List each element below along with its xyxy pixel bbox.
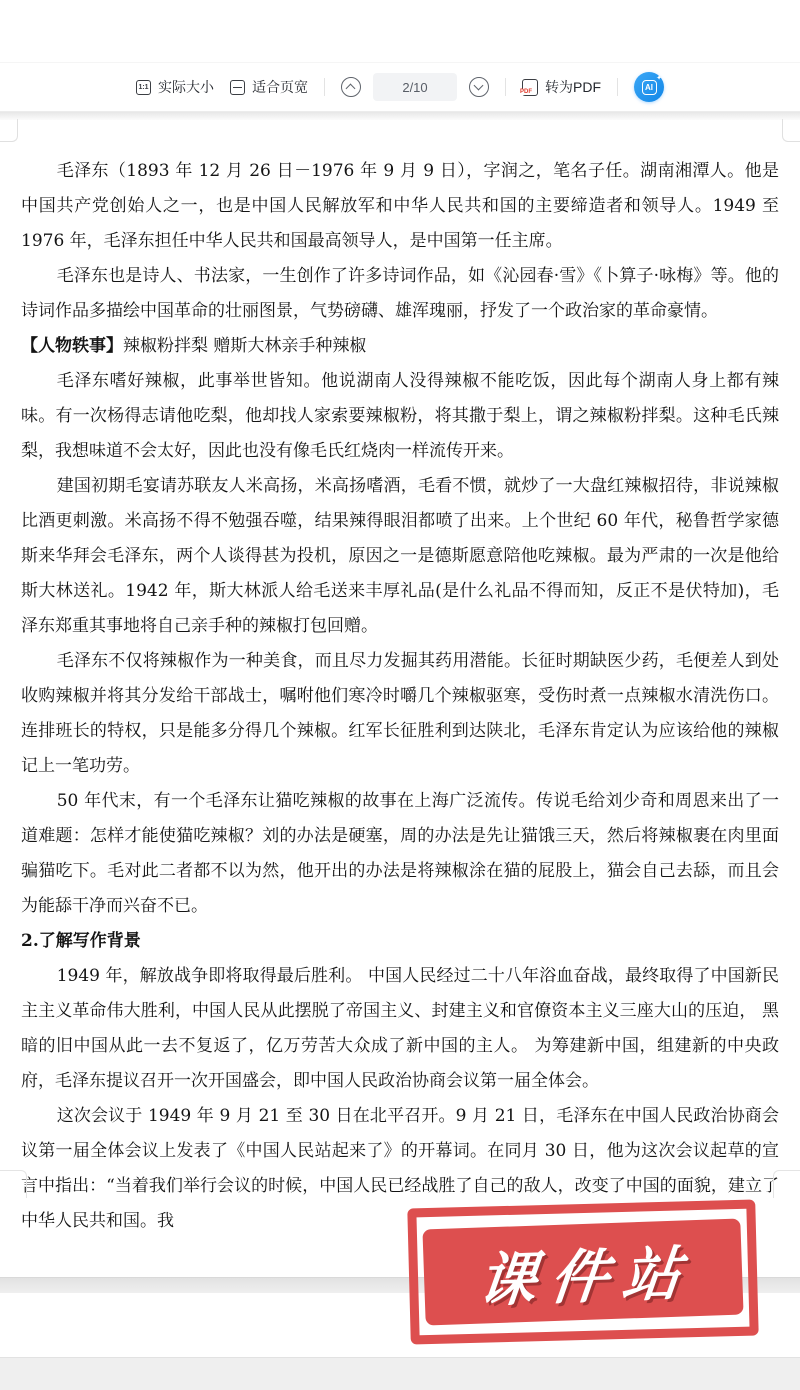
heading-subtitle: 辣椒粉拌梨 赠斯大林亲手种辣椒	[123, 336, 367, 356]
page-corner-notch	[0, 1170, 27, 1198]
section-heading-background: 2.了解写作背景	[21, 931, 141, 951]
page-corner-notch	[782, 119, 800, 142]
next-page-button[interactable]	[469, 77, 489, 97]
toolbar-divider	[324, 78, 325, 96]
toolbar-divider	[505, 78, 506, 96]
page-corner-notch	[0, 119, 18, 142]
toolbar-divider	[617, 78, 618, 96]
page-corner-notch	[773, 1170, 800, 1198]
chevron-up-icon	[346, 84, 356, 94]
sparkle-icon: ✦	[656, 75, 662, 82]
watermark-stamp-text: 课件站	[474, 1238, 698, 1315]
paragraph: 毛泽东也是诗人、书法家，一生创作了许多诗词作品，如《沁园春·雪》《卜算子·咏梅》等。他的诗词作品多描绘中国革命的壮丽图景，气势磅礴、雄浑瑰丽，抒发了一个政治家的革命豪情。	[21, 266, 779, 321]
paragraph: 这次会议于 1949 年 9 月 21 至 30 日在北平召开。9 月 21 日，毛泽东在中国人民政治协商会议第一届全体会议上发表了《中国人民站起来了》的开幕词。在同月 30 日，他为这次会议起草的宣言中指出：“当着我们举行会议的时候，中国人民已经战胜了自己的敌人，改变了中国的面貌，建立了中华人民共和国。我	[21, 1106, 779, 1231]
watermark-stamp	[422, 1218, 743, 1325]
page-indicator-text: 2/10	[402, 79, 428, 95]
chevron-down-icon	[474, 81, 484, 91]
viewer-footer-area	[0, 1357, 800, 1390]
convert-to-pdf-label: 转为PDF	[545, 79, 601, 95]
previous-page-button[interactable]	[341, 77, 361, 97]
actual-size-label: 实际大小	[158, 79, 214, 95]
page-indicator[interactable]	[373, 73, 457, 101]
paragraph: 1949 年，解放战争即将取得最后胜利。 中国人民经过二十八年浴血奋战，最终取得了中国新民主主义革命伟大胜利，中国人民从此摆脱了帝国主义、封建主义和官僚资本主义三座大山的压迫， 黑暗的旧中国从此一去不复返了，亿万劳苦大众成了新中国的主人。 为筹建新中国，组建新的中央政府，毛泽东提议召开一次开国盛会，即中国人民政治协商会议第一届全体会。	[21, 966, 779, 1091]
fit-width-label: 适合页宽	[252, 79, 308, 95]
paragraph: 毛泽东（1893 年 12 月 26 日－1976 年 9 月 9 日），字润之，笔名子任。湖南湘潭人。他是中国共产党创始人之一，也是中国人民解放军和中华人民共和国的主要缔造者和领导人。1949 至 1976 年，毛泽东担任中华人民共和国最高领导人，是中国第一任主席。	[21, 161, 779, 251]
document-page-2	[0, 120, 800, 1277]
convert-to-pdf-button[interactable]	[522, 77, 601, 97]
pdf-file-icon	[522, 79, 538, 96]
paragraph: 毛泽东嗜好辣椒，此事举世皆知。他说湖南人没得辣椒不能吃饭，因此每个湖南人身上都有辣味。有一次杨得志请他吃梨，他却找人家索要辣椒粉，将其撒于梨上，谓之辣椒粉拌梨。这种毛氏辣梨，我想味道不会太好，因此也没有像毛氏红烧肉一样流传开来。	[21, 371, 779, 461]
ai-assistant-button[interactable]	[634, 72, 664, 102]
fit-width-icon	[230, 80, 245, 95]
window-top-area	[0, 0, 800, 62]
actual-size-icon: 1:1	[136, 80, 151, 95]
toolbar-shadow	[0, 112, 800, 120]
actual-size-button[interactable]	[136, 77, 214, 97]
heading-bracket-title: 【人物轶事】	[21, 336, 123, 356]
pdf-badge: PDF	[520, 88, 532, 95]
paragraph: 建国初期毛宴请苏联友人米高扬，米高扬嗜酒，毛看不惯，就炒了一大盘红辣椒招待，非说辣椒比酒更刺激。米高扬不得不勉强吞噬，结果辣得眼泪都喷了出来。上个世纪 60 年代，秘鲁哲学家德斯来华拜会毛泽东，两个人谈得甚为投机，原因之一是德斯愿意陪他吃辣椒。最为严肃的一次是他给斯大林送礼。1942 年，斯大林派人给毛送来丰厚礼品(是什么礼品不得而知，反正不是伏特加)，毛泽东郑重其事地将自己亲手种的辣椒打包回赠。	[21, 476, 780, 636]
fit-width-button[interactable]	[230, 77, 308, 97]
ai-icon: AI	[642, 80, 657, 95]
document-text	[21, 154, 779, 1239]
section-heading-anecdotes	[21, 329, 779, 364]
paragraph: 50 年代末，有一个毛泽东让猫吃辣椒的故事在上海广泛流传。传说毛给刘少奇和周恩来出了一道难题：怎样才能使猫吃辣椒？刘的办法是硬塞，周的办法是先让猫饿三天，然后将辣椒裹在肉里面骗猫吃下。毛对此二者都不以为然，他开出的办法是将辣椒涂在猫的屁股上，猫会自己去舔，而且会为能舔干净而兴奋不已。	[21, 791, 779, 916]
paragraph: 毛泽东不仅将辣椒作为一种美食，而且尽力发掘其药用潜能。长征时期缺医少药，毛便差人到处收购辣椒并将其分发给干部战士，嘱咐他们寒冷时嚼几个辣椒驱寒，受伤时煮一点辣椒水清洗伤口。连排班长的特权，只是能多分得几个辣椒。红军长征胜利到达陕北，毛泽东肯定认为应该给他的辣椒记上一笔功劳。	[21, 651, 779, 776]
viewer-toolbar	[0, 62, 800, 112]
